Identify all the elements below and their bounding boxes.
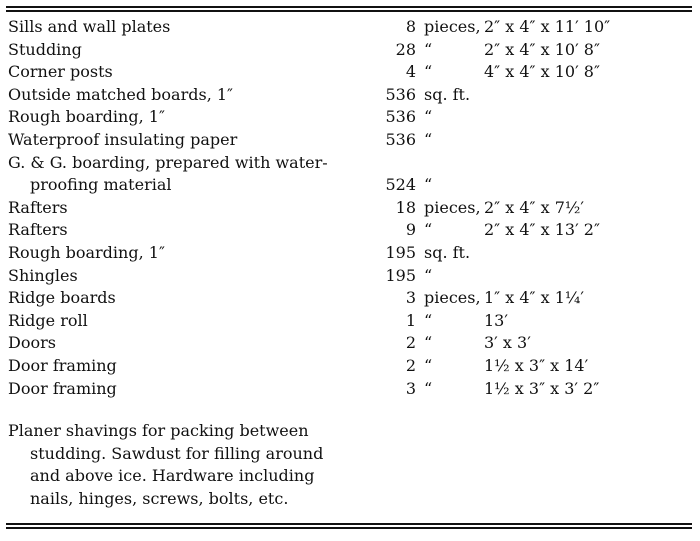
material-unit: pieces,	[424, 17, 481, 36]
material-unit: sq. ft.	[424, 242, 471, 262]
material-description: Rough boarding, 1″	[8, 242, 165, 262]
table-row	[8, 378, 692, 401]
note-paragraph	[8, 420, 323, 510]
material-unit: “	[424, 129, 433, 149]
material-quantity: 2	[405, 355, 416, 375]
note-line: studding. Sawdust for filling around	[30, 443, 324, 463]
note-line: and above ice. Hardware including	[30, 466, 315, 486]
material-dimensions: 4″ x 4″ x 10′ 8″	[484, 62, 600, 82]
material-description: Waterproof insulating paper	[8, 129, 238, 149]
table-row	[8, 16, 692, 39]
top-rule-inner	[6, 10, 692, 12]
materials-table	[8, 16, 692, 400]
material-description: Rough boarding, 1″	[8, 107, 165, 127]
material-quantity: 195	[385, 265, 416, 285]
material-dimensions: 2″ x 4″ x 10′ 8″	[484, 39, 600, 59]
table-row	[8, 287, 692, 310]
material-description: Ridge roll	[8, 310, 88, 330]
material-unit: “	[424, 310, 433, 330]
material-description: proofing material	[30, 175, 172, 195]
material-description: Corner posts	[8, 62, 113, 82]
material-quantity: 1	[405, 310, 416, 330]
note-line: Planer shavings for packing between	[8, 421, 309, 440]
material-dimensions: 13′	[484, 310, 508, 330]
material-quantity: 536	[385, 84, 416, 104]
material-unit: sq. ft.	[424, 84, 471, 104]
material-description: Sills and wall plates	[8, 17, 171, 36]
material-quantity: 4	[405, 62, 416, 82]
table-row	[8, 152, 692, 175]
material-unit: “	[424, 220, 433, 240]
material-quantity: 8	[405, 17, 416, 36]
bottom-rule	[6, 523, 692, 525]
table-row	[8, 106, 692, 129]
material-dimensions: 2″ x 4″ x 13′ 2″	[484, 220, 600, 240]
material-unit: “	[424, 333, 433, 353]
material-unit: “	[424, 355, 433, 375]
material-description: Studding	[8, 39, 82, 59]
material-dimensions: 2″ x 4″ x 7½′	[484, 197, 585, 217]
material-quantity: 28	[395, 39, 416, 59]
material-unit: “	[424, 265, 433, 285]
material-quantity: 3	[405, 378, 416, 398]
material-quantity: 536	[385, 129, 416, 149]
material-unit: “	[424, 62, 433, 82]
material-quantity: 195	[385, 242, 416, 262]
material-description: Doors	[8, 333, 56, 353]
material-unit: “	[424, 378, 433, 398]
material-unit: “	[424, 107, 433, 127]
table-row	[8, 265, 692, 288]
table-row	[8, 39, 692, 62]
table-row	[8, 310, 692, 333]
table-row	[8, 61, 692, 84]
table-row	[8, 129, 692, 152]
material-dimensions: 1″ x 4″ x 1¼′	[484, 288, 585, 308]
material-description: Door framing	[8, 378, 117, 398]
table-row	[8, 197, 692, 220]
material-quantity: 3	[405, 288, 416, 308]
table-row	[8, 242, 692, 265]
material-unit: “	[424, 175, 433, 195]
table-row	[8, 174, 692, 197]
material-quantity: 18	[395, 197, 416, 217]
bottom-rule-inner	[6, 527, 692, 529]
material-description: Door framing	[8, 355, 117, 375]
material-description: G. & G. boarding, prepared with water-	[8, 152, 328, 172]
table-row	[8, 355, 692, 378]
table-row	[8, 332, 692, 355]
material-description: Shingles	[8, 265, 78, 285]
material-unit: pieces,	[424, 197, 481, 217]
top-rule	[6, 6, 692, 8]
material-dimensions: 1½ x 3″ x 3′ 2″	[484, 378, 600, 398]
material-quantity: 536	[385, 107, 416, 127]
table-row	[8, 84, 692, 107]
material-quantity: 524	[385, 175, 416, 195]
material-description: Ridge boards	[8, 288, 116, 308]
material-description: Rafters	[8, 197, 68, 217]
table-row	[8, 219, 692, 242]
note-line: nails, hinges, screws, bolts, etc.	[30, 488, 289, 508]
material-dimensions: 2″ x 4″ x 11′ 10″	[484, 17, 611, 36]
material-description: Rafters	[8, 220, 68, 240]
material-description: Outside matched boards, 1″	[8, 84, 234, 104]
material-dimensions: 1½ x 3″ x 14′	[484, 355, 589, 375]
material-quantity: 9	[405, 220, 416, 240]
material-unit: “	[424, 39, 433, 59]
material-quantity: 2	[405, 333, 416, 353]
material-dimensions: 3′ x 3′	[484, 333, 531, 353]
material-unit: pieces,	[424, 288, 481, 308]
